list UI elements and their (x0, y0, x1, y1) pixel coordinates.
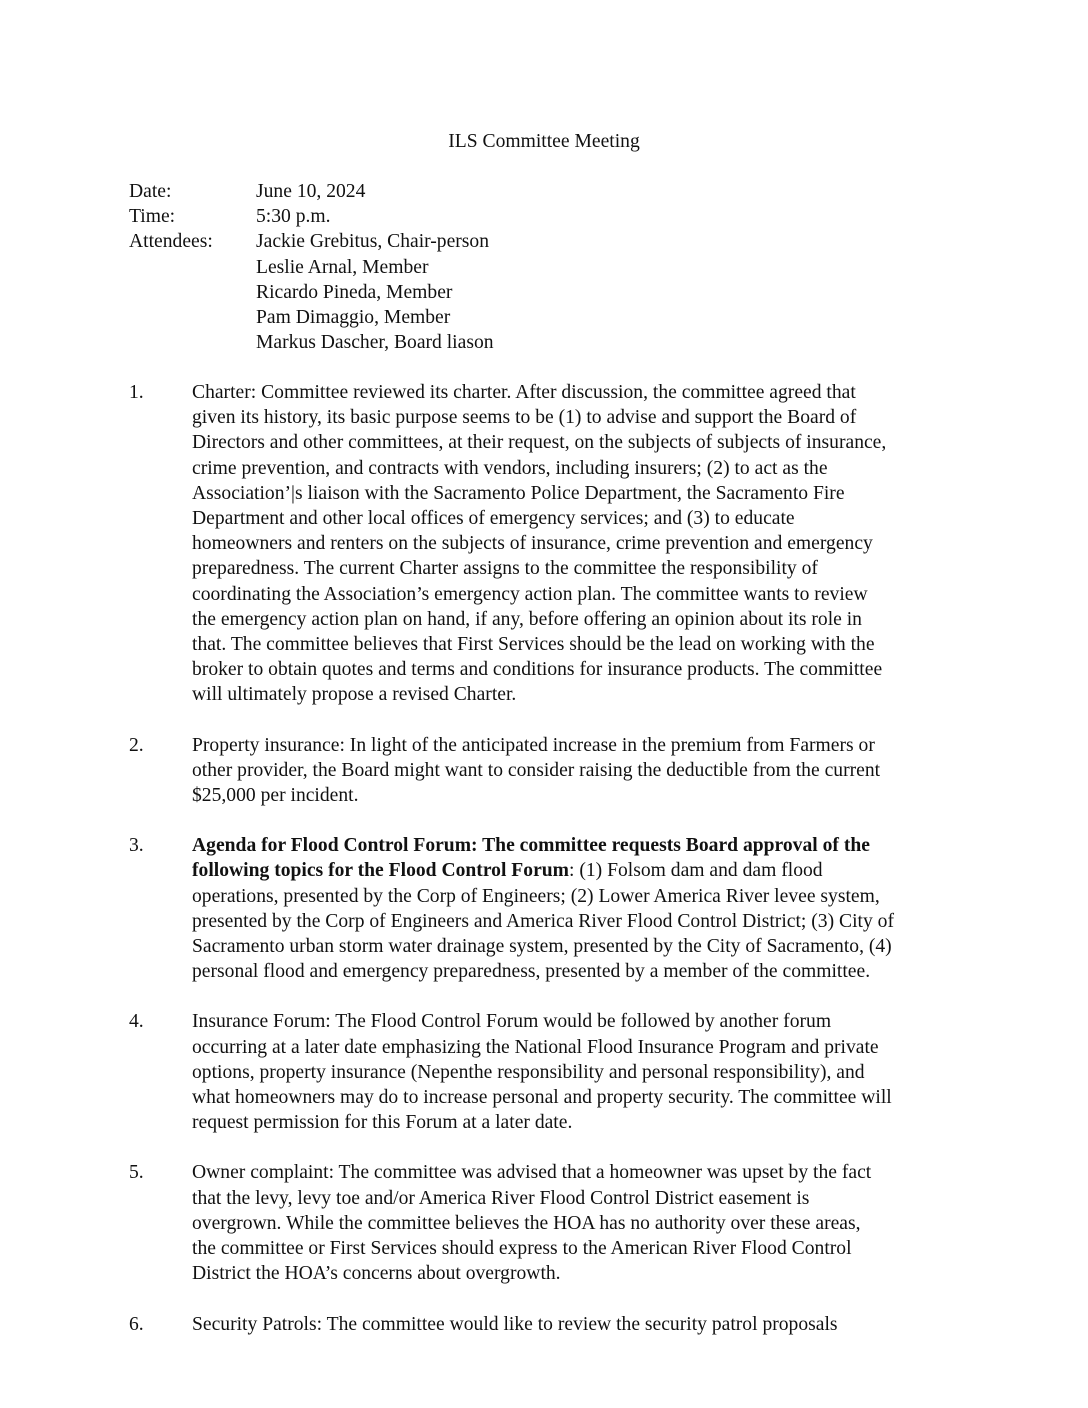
attendee: Markus Dascher, Board liason (256, 332, 494, 354)
item-number: 4. (129, 1011, 144, 1033)
item-text (192, 833, 959, 984)
text-line: overgrown. While the committee believes the HOA has no authority over these areas, (192, 1212, 861, 1234)
text-line: Directors and other committees, at their request, on the subjects of subjects of insurance, (192, 432, 887, 454)
text-line: that the levy, levy toe and/or America River Flood Control District easement is (192, 1187, 810, 1209)
item-number: 5. (129, 1162, 144, 1184)
text-line: presented by the Corp of Engineers and America River Flood Control District; (3) City of (192, 910, 894, 932)
text-line: options, property insurance (Nepenthe responsibility and personal responsibility), and (192, 1061, 865, 1083)
agenda-items (129, 380, 959, 1362)
text-line: Charter: Committee reviewed its charter. After discussion, the committee agreed that (192, 382, 856, 403)
text-line (192, 858, 959, 883)
text-line: occurring at a later date emphasizing the National Flood Insurance Program and private (192, 1036, 879, 1058)
text-line: will ultimately propose a revised Charter. (192, 684, 517, 706)
attendees-label: Attendees: (129, 231, 213, 253)
text-line: request permission for this Forum at a later date. (192, 1112, 573, 1134)
date-value: June 10, 2024 (256, 181, 366, 202)
attendees-row (129, 229, 494, 355)
time-value: 5:30 p.m. (256, 206, 331, 228)
item-number: 1. (129, 382, 144, 403)
attendee: Pam Dimaggio, Member (256, 307, 451, 329)
item-number: 3. (129, 835, 144, 857)
attendee: Ricardo Pineda, Member (256, 281, 453, 303)
text-line: crime prevention, and contracts with vendors, including insurers; (2) to act as the (192, 457, 828, 479)
text-line: operations, presented by the Corp of Engineers; (2) Lower America River levee system, (192, 885, 880, 907)
item-text (192, 1160, 959, 1286)
text-line: the emergency action plan on hand, if any, before offering an opinion about its role in (192, 608, 862, 630)
attendees-list (256, 229, 494, 355)
text-line: what homeowners may do to increase personal and property security. The committee will (192, 1087, 892, 1109)
item-text (192, 733, 959, 809)
item-text (192, 1312, 959, 1337)
text-line: Owner complaint: The committee was advised that a homeowner was upset by the fact (192, 1162, 872, 1184)
text-line: given its history, its basic purpose seems to be (1) to advise and support the Board of (192, 407, 857, 429)
agenda-item-owner-complaint (129, 1160, 959, 1286)
attendee: Jackie Grebitus, Chair-person (256, 231, 490, 253)
text-line: $25,000 per incident. (192, 785, 359, 807)
text-line: broker to obtain quotes and terms and conditions for insurance products. The committee (192, 659, 883, 681)
text-line: coordinating the Association’s emergency action plan. The committee wants to review (192, 583, 868, 605)
bold-heading-fragment: following topics for the Flood Control Forum (192, 860, 569, 882)
attendee: Leslie Arnal, Member (256, 256, 429, 278)
text-line: District the HOA’s concerns about overgrowth. (192, 1263, 561, 1285)
item-number: 2. (129, 734, 144, 756)
document-title: ILS Committee Meeting (448, 131, 640, 152)
text-fragment: : (1) Folsom dam and dam flood (569, 860, 823, 882)
item-text (192, 380, 959, 708)
agenda-item-security-patrols (129, 1312, 959, 1337)
text-line: Security Patrols: The committee would like to review the security patrol proposals (192, 1313, 838, 1335)
agenda-item-flood-forum (129, 833, 959, 984)
item-number: 6. (129, 1313, 144, 1335)
date-row (129, 179, 494, 204)
time-label: Time: (129, 206, 176, 228)
text-line: Property insurance: In light of the anticipated increase in the premium from Farmers or (192, 734, 875, 756)
text-line: personal flood and emergency preparedness, presented by a member of the committee. (192, 961, 871, 983)
agenda-item-property-insurance (129, 733, 959, 809)
text-line: Sacramento urban storm water drainage system, presented by the City of Sacramento, (4) (192, 936, 892, 958)
text-line: preparedness. The current Charter assigns to the committee the responsibility of (192, 558, 818, 580)
agenda-item-insurance-forum (129, 1009, 959, 1135)
agenda-item-charter (129, 380, 959, 708)
bold-heading-line: Agenda for Flood Control Forum: The committee requests Board approval of the (192, 835, 870, 857)
time-row (129, 204, 494, 229)
text-line: Insurance Forum: The Flood Control Forum would be followed by another forum (192, 1011, 832, 1033)
text-line: the committee or First Services should express to the American River Flood Control (192, 1238, 852, 1260)
item-text (192, 1009, 959, 1135)
text-line: that. The committee believes that First Services should be the lead on working with the (192, 634, 875, 656)
text-line: Association’|s liaison with the Sacramento Police Department, the Sacramento Fire (192, 482, 845, 504)
text-line: other provider, the Board might want to consider raising the deductible from the current (192, 759, 881, 781)
text-line: Department and other local offices of emergency services; and (3) to educate (192, 508, 795, 530)
meeting-details (129, 179, 494, 355)
text-line: homeowners and renters on the subjects of insurance, crime prevention and emergency (192, 533, 873, 555)
date-label: Date: (129, 181, 172, 202)
